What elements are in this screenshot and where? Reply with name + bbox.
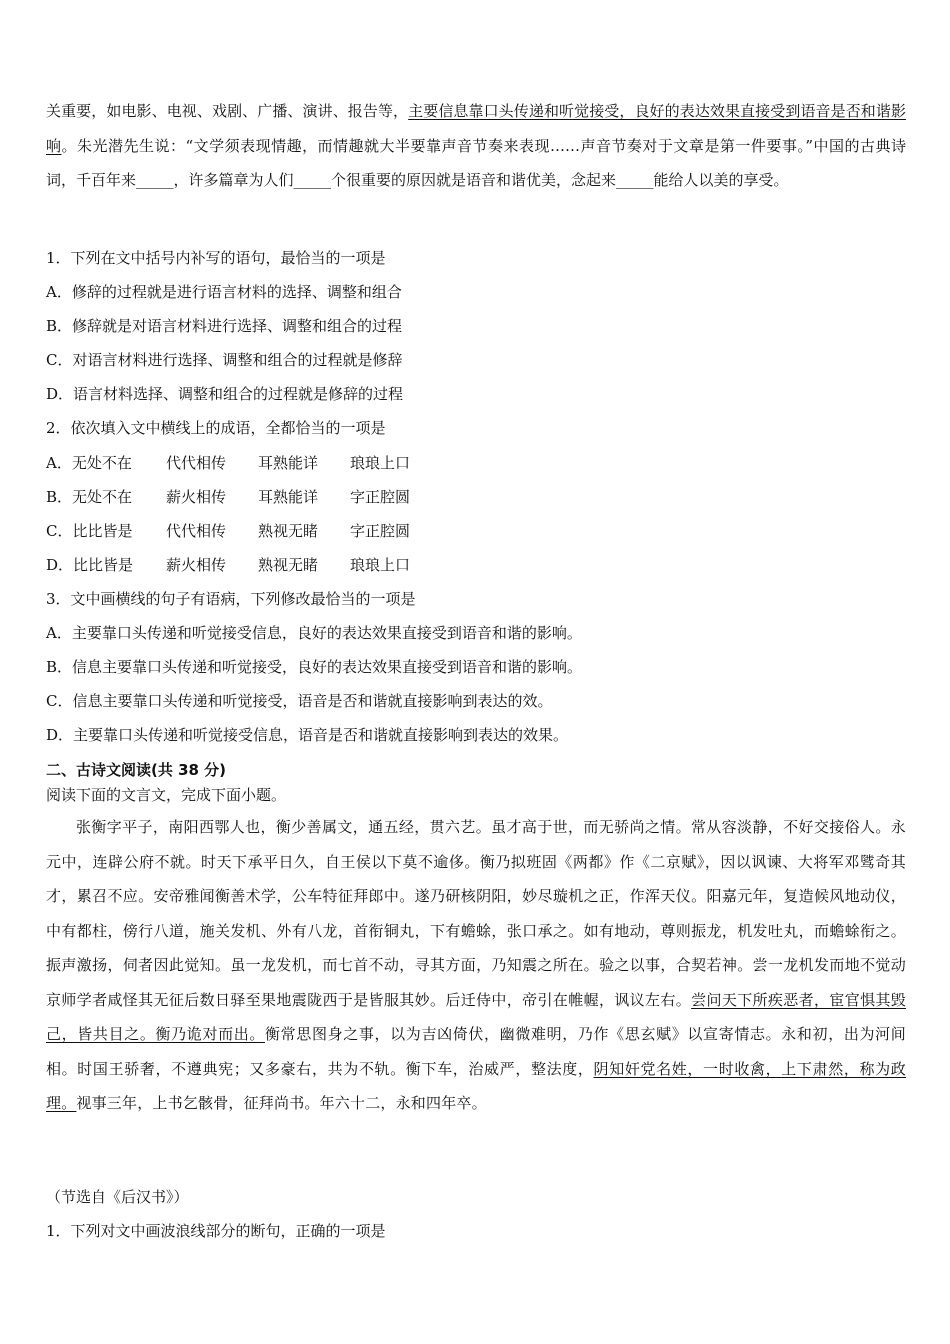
q2-option-c — [46, 521, 410, 541]
q1-option-c: C．对语言材料进行选择、调整和组合的过程就是修辞 — [46, 351, 403, 369]
passage-source: （节选自《后汉书》） — [46, 1188, 189, 1206]
q2-b-1: B．无处不在 — [46, 488, 133, 506]
section-instruction: 阅读下面的文言文，完成下面小题。 — [46, 786, 287, 804]
passage-underlined-2: 阴知奸党名姓，一时收禽，上下肃然，称为政理。 — [46, 1059, 906, 1112]
q2-stem: 2．依次填入文中横线上的成语，全都恰当的一项是 — [46, 419, 386, 437]
q1-option-b: B．修辞就是对语言材料进行选择、调整和组合的过程 — [46, 317, 403, 335]
classical-passage — [46, 810, 906, 1121]
q2-b-2: 薪火相传 — [166, 488, 227, 506]
q2-b-4: 字正腔圆 — [350, 488, 411, 506]
q2-c-1: C．比比皆是 — [46, 522, 133, 540]
intro-text-1: 关重要，如电影、电视、戏剧、广播、演讲、报告等， — [46, 102, 409, 120]
q2-d-4: 琅琅上口 — [350, 556, 411, 574]
passage-underlined-1: 尝问天下所疾恶者，宦官惧其毁己，皆共目之。衡乃诡对而出。 — [46, 990, 907, 1043]
q3-option-b: B．信息主要靠口头传递和听觉接受，良好的表达效果直接受到语音和谐的影响。 — [46, 658, 583, 676]
q2-option-d — [46, 555, 410, 575]
q2-d-1: D．比比皆是 — [46, 556, 134, 574]
q1-stem: 1．下列在文中括号内补写的语句，最恰当的一项是 — [46, 249, 386, 267]
q2-b-3: 耳熟能详 — [258, 488, 319, 506]
q2-a-4: 琅琅上口 — [350, 454, 411, 472]
q2-a-1: A．无处不在 — [46, 454, 132, 472]
q2-d-3: 熟视无睹 — [258, 556, 319, 574]
q2-option-a — [46, 453, 410, 473]
q1-option-d: D．语言材料选择、调整和组合的过程就是修辞的过程 — [46, 385, 404, 403]
section-heading: 二、古诗文阅读(共 38 分) — [46, 761, 227, 779]
q2-d-2: 薪火相传 — [166, 556, 227, 574]
q3-option-a: A．主要靠口头传递和听觉接受信息，良好的表达效果直接受到语音和谐的影响。 — [46, 624, 582, 642]
passage-text-2: 衡常思图身之事，以为吉凶倚伏，幽微难明，乃作《思玄赋》以宣寄情志。永和初，出为河间相。时国王骄奢，不遵典宪；又多豪右，共为不轨。衡下车，治威严，整法度， — [46, 1025, 906, 1078]
q2-c-4: 字正腔圆 — [350, 522, 411, 540]
q2-c-2: 代代相传 — [166, 522, 227, 540]
section2-q1-stem: 1．下列对文中画波浪线部分的断句，正确的一项是 — [46, 1222, 386, 1240]
q2-option-b — [46, 487, 410, 507]
intro-paragraph — [46, 94, 906, 198]
q2-a-3: 耳熟能详 — [258, 454, 319, 472]
passage-text-3: 视事三年，上书乞骸骨，征拜尚书。年六十二，永和四年卒。 — [76, 1094, 487, 1112]
q1-option-a: A．修辞的过程就是进行语言材料的选择、调整和组合 — [46, 283, 402, 301]
passage-text-1: 张衡字平子，南阳西鄂人也，衡少善属文，通五经，贯六艺。虽才高于世，而无骄尚之情。常从容淡静，不好交接俗人。永元中，连辟公府不就。时天下承平日久，自王侯以下莫不逾侈。衡乃拟班固《两都》作《二京赋》，因以讽谏、大将军邓骘奇其才，累召不应。安帝雅闻衡善术学，公车特征拜郎中。遂乃研核阴阳，妙尽璇机之正，作浑天仪。阳嘉元年，复造候风地动仪，中有都柱，傍行八道，施关发机、外有八龙，首衔铜丸，下有蟾蜍，张口承之。如有地动，尊则振龙，机发吐丸，而蟾蜍衔之。振声激扬，伺者因此觉知。虽一龙发机，而七首不动，寻其方面，乃知震之所在。验之以事，合契若神。尝一龙机发而地不觉动京师学者咸怪其无征后数日驿至果地震陇西于是皆服其妙。后迁侍中，帝引在帷幄，讽议左右。 — [46, 818, 906, 1009]
intro-underlined-sentence: 主要信息靠口头传递和听觉接受，良好的表达效果直接受到语音是否和谐影响 — [46, 102, 906, 155]
q3-option-d: D．主要靠口头传递和听觉接受信息，语音是否和谐就直接影响到表达的效果。 — [46, 726, 569, 744]
q2-a-2: 代代相传 — [166, 454, 227, 472]
intro-text-2: 。朱光潜先生说：“文学须表现情趣，而情趣就大半要靠声音节奏来表现……声音节奏对于文章是第一件要事。”中国的古典诗词，千百年来_____，许多篇章为人们_____个很重要的原因就是语音和谐优美，念起来_____能给人以美的享受。 — [46, 136, 906, 189]
q3-stem: 3．文中画横线的句子有语病，下列修改最恰当的一项是 — [46, 590, 416, 608]
q3-option-c: C．信息主要靠口头传递和听觉接受，语音是否和谐就直接影响到表达的效。 — [46, 692, 553, 710]
q2-c-3: 熟视无睹 — [258, 522, 319, 540]
